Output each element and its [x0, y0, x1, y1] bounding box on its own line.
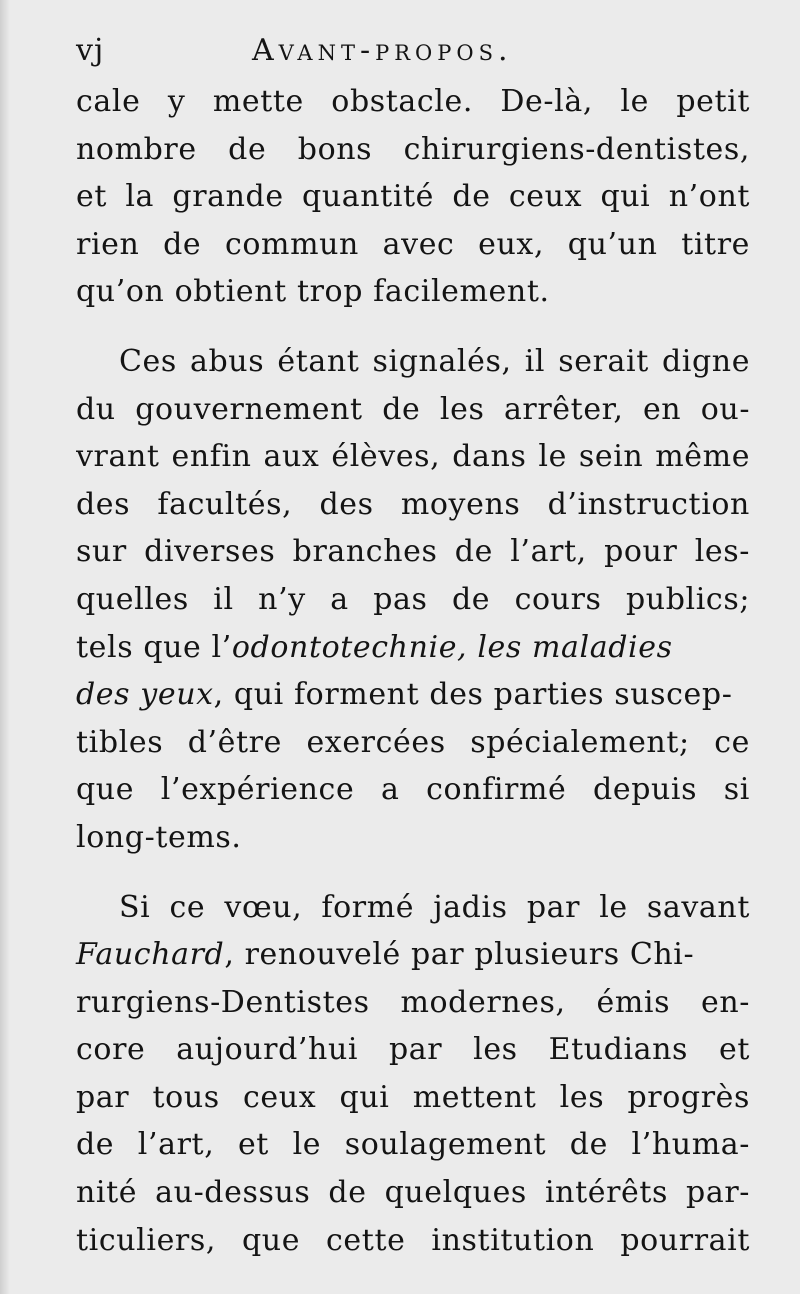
text-line: Ces abus étant signalés, il serait digne [119, 343, 750, 379]
italic-segment: odontotechnie, les maladies [231, 629, 673, 665]
italic-segment: des yeux [76, 677, 214, 713]
text-line: rurgiens-Dentistes modernes, émis en- [76, 984, 750, 1020]
text-line: et la grande quantité de ceux qui n’ont [76, 179, 750, 215]
italic-segment: Fauchard [76, 937, 225, 973]
page-header [76, 0, 750, 66]
body-text [76, 78, 750, 1264]
text-line: cale y mette obstacle. De-là, le petit [76, 84, 750, 119]
text-line: tibles d’être exercées spécialement; ce [76, 724, 750, 760]
text-line: qu’on obtient trop facilement. [76, 274, 550, 310]
text-line-mixed [76, 931, 750, 979]
text-line: par tous ceux qui mettent les progrès [76, 1079, 750, 1115]
text-segment: , qui forment des parties suscep- [213, 677, 733, 713]
text-line: sur diverses branches de l’art, pour les- [76, 534, 750, 570]
text-segment: tels que l’ [76, 629, 232, 665]
text-line: nité au-dessus de quelques intérêts par- [76, 1175, 750, 1211]
text-line: long-tems. [76, 819, 242, 855]
text-line-mixed [76, 624, 750, 672]
paragraph-1 [76, 78, 750, 316]
text-line: quelles il n’y a pas de cours publics; [76, 581, 750, 617]
text-line-mixed [76, 671, 750, 719]
text-line: Si ce vœu, formé jadis par le savant [119, 889, 750, 925]
paragraph-3 [76, 884, 750, 1265]
paragraph-2 [76, 338, 750, 862]
text-line: rien de commun avec eux, qu’un titre [76, 226, 750, 262]
text-line: que l’expérience a confirmé depuis si [76, 772, 750, 808]
text-line: des facultés, des moyens d’instruction [76, 486, 750, 522]
page-number: vj [76, 33, 105, 68]
text-segment: , renouvelé par plusieurs Chi- [224, 937, 695, 973]
text-line: core aujourd’hui par les Etudians et [76, 1032, 750, 1068]
text-line: vrant enfin aux élèves, dans le sein même [76, 439, 750, 475]
text-line: ticuliers, que cette institution pourrait [76, 1222, 750, 1258]
text-line: de l’art, et le soulagement de l’huma- [76, 1127, 750, 1163]
text-line: nombre de bons chirurgiens-dentistes, [76, 131, 750, 167]
text-line: du gouvernement de les arrêter, en ou- [76, 391, 750, 427]
page-edge-shadow [0, 0, 10, 1294]
running-head: Avant-propos. [252, 33, 513, 68]
